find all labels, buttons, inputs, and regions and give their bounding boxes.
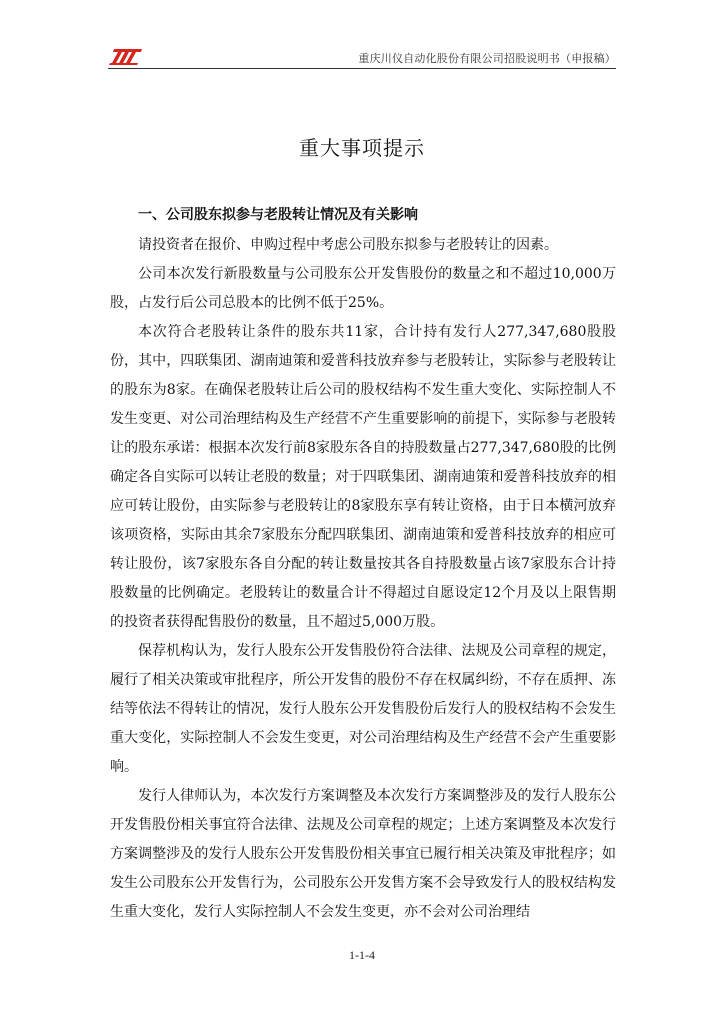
- paragraph: 保荐机构认为，发行人股东公开发售股份符合法律、法规及公司章程的规定，履行了相关决策或审批程序，所公开发售的股份不存在权属纠纷，不存在质押、冻结等依法不得转让的情况，发行人股东公开发售股份后发行人的股权结构不会发生重大变化，实际控制人不会发生变更，对公司治理结构及生产经营不会产生重要影响。: [110, 643, 616, 775]
- page-number: 1-1-4: [349, 948, 375, 962]
- paragraph: 请投资者在报价、申购过程中考虑公司股东拟参与老股转让的因素。: [138, 237, 558, 253]
- page-title: 重大事项提示: [299, 136, 425, 160]
- page-header: [108, 40, 616, 69]
- paragraph: 发行人律师认为，本次发行方案调整及本次发行方案调整涉及的发行人股东公开发售股份相关事宜符合法律、法规及公司章程的规定；上述方案调整及本次发行方案调整涉及的发行人股东公开发售股份相关事宜已履行相关决策及审批程序；如发生公司股东公开发售行为，公司股东公开发售方案不会导致发行人的股权结构发生重大变化，发行人实际控制人不会发生变更，亦不会对公司治理结: [110, 788, 616, 920]
- document-header-title: 重庆川仪自动化股份有限公司招股说明书（申报稿）: [358, 52, 616, 65]
- main-content: [110, 202, 616, 927]
- paragraph: 公司本次发行新股数量与公司股东公开发售股份的数量之和不超过10,000万股，占发行后公司总股本的比例不低于25%。: [110, 266, 616, 311]
- paragraph: 本次符合老股转让条件的股东共11家，合计持有发行人277,347,680股股份，其中，四联集团、湖南迪策和爱普科技放弃参与老股转让，实际参与老股转让的股东为8家。在确保老股转让后公司的股权结构不发生重大变化、实际控制人不发生变更、对公司治理结构及生产经营不产生重要影响的前提下，实际参与老股转让的股东承诺：根据本次发行前8家股东各自的持股数量占277,347,680股的比例确定各自实际可以转让老股的数量；对于四联集团、湖南迪策和爱普科技放弃的相应可转让股份，由实际参与老股转让的8家股东享有转让资格，由于日本横河放弃该项资格，实际由其余7家股东分配四联集团、湖南迪策和爱普科技放弃的相应可转让股份，该7家股东各自分配的转让数量按其各自持股数量占该7家股东合计持股数量的比例确定。老股转让的数量合计不得超过自愿设定12个月及以上限售期的投资者获得配售股份的数量，且不超过5,000万股。: [110, 324, 616, 630]
- section-heading: 一、公司股东拟参与老股转让情况及有关影响: [138, 207, 418, 223]
- chuanyi-logo-icon: [108, 46, 144, 66]
